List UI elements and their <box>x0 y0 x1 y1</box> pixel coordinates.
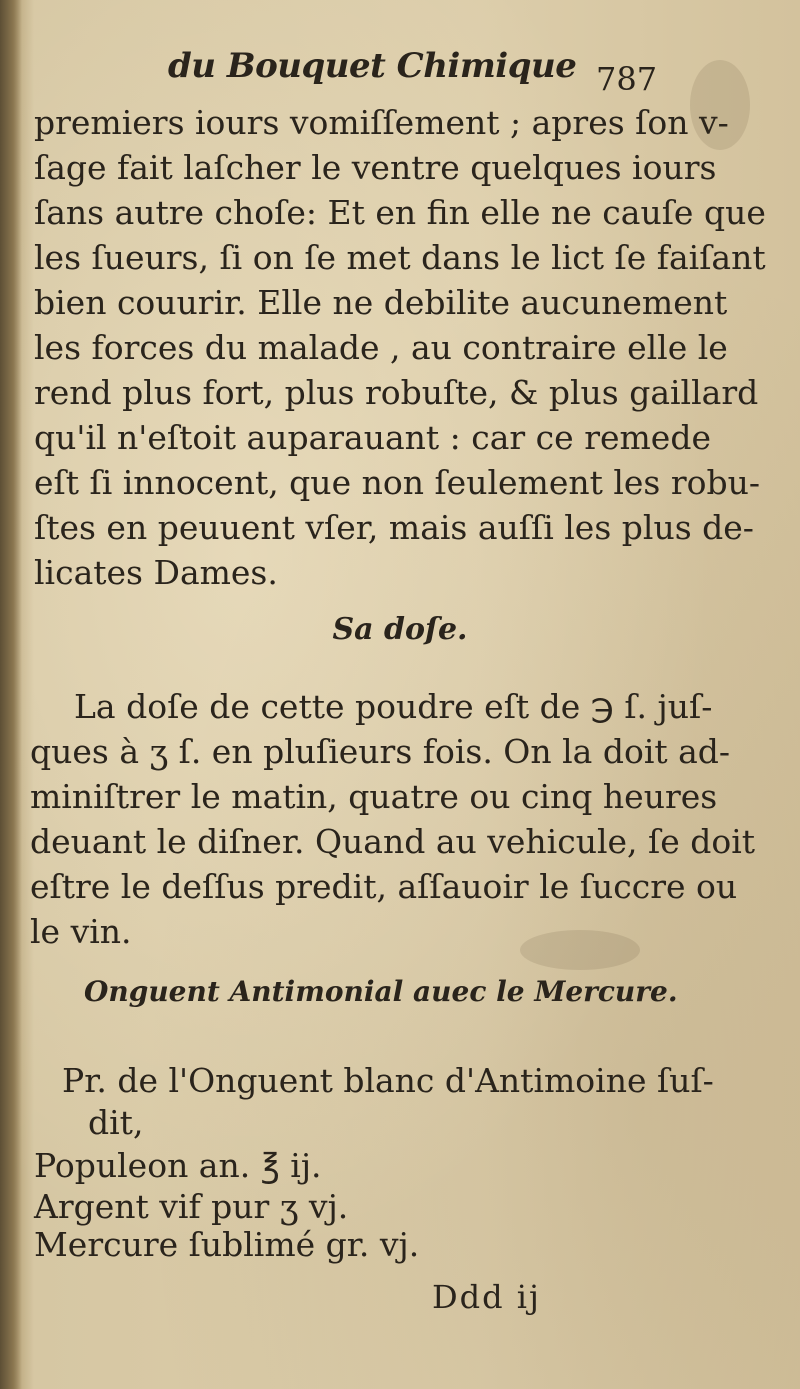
page-gutter <box>0 0 22 1389</box>
text-line: deuant le diſner. Quand au vehicule, ſe doit <box>30 822 756 861</box>
text-line: eſtre le deſſus predit, aſſauoir le ſuccre ou <box>30 867 738 906</box>
recipe-line: Argent vif pur ʒ vj. <box>34 1187 349 1226</box>
text-line: miniſtrer le matin, quatre ou cinq heures <box>30 777 718 816</box>
paper-stain <box>690 60 750 150</box>
text-line: ſans autre choſe: Et en fin elle ne cauſe que <box>34 193 766 232</box>
paper-stain <box>520 930 640 970</box>
paragraph-1 <box>34 100 766 595</box>
text-line: qu'il n'eſtoit auparauant : car ce remede <box>34 418 711 457</box>
text-line: ques à ʒ ſ. en pluſieurs fois. On la doit ad- <box>30 732 731 771</box>
signature-mark: Ddd ij <box>432 1278 541 1316</box>
text-line: bien couurir. Elle ne debilite aucunement <box>34 283 728 322</box>
text-line: La doſe de cette poudre eſt de ℈ ſ. juſ- <box>74 687 713 726</box>
running-title: du Bouquet Chimique <box>168 46 577 86</box>
recipe-line: Populeon an. ℥ ij. <box>34 1146 322 1185</box>
text-line: ſage fait laſcher le ventre quelques iours <box>34 148 717 187</box>
text-line: rend plus fort, plus robuſte, & plus gaillard <box>34 373 759 412</box>
paragraph-2 <box>30 684 756 954</box>
page-header <box>0 40 800 100</box>
page-number: 787 <box>596 60 658 98</box>
text-line: eſt ſi innocent, que non ſeulement les robu- <box>34 463 761 502</box>
text-line: les forces du malade , au contraire elle le <box>34 328 728 367</box>
text-line: premiers iours vomiſſement ; apres ſon v- <box>34 103 729 142</box>
recipe-line: Pr. de l'Onguent blanc d'Antimoine ſuſ- <box>62 1061 714 1100</box>
recipe-line: dit, <box>88 1103 144 1142</box>
recipe-list <box>34 1058 714 1264</box>
section-title-onguent: Onguent Antimonial auec le Mercure. <box>84 975 678 1008</box>
text-line: ſtes en peuuent vſer, mais auſſi les plus de- <box>34 508 754 547</box>
text-line: licates Dames. <box>34 553 278 592</box>
text-line: le vin. <box>30 912 132 951</box>
text-line: les ſueurs, ſi on ſe met dans le lict ſe faiſant <box>34 238 766 277</box>
section-title-dose: Sa doſe. <box>332 612 468 647</box>
recipe-line: Mercure ſublimé gr. vj. <box>34 1225 420 1264</box>
